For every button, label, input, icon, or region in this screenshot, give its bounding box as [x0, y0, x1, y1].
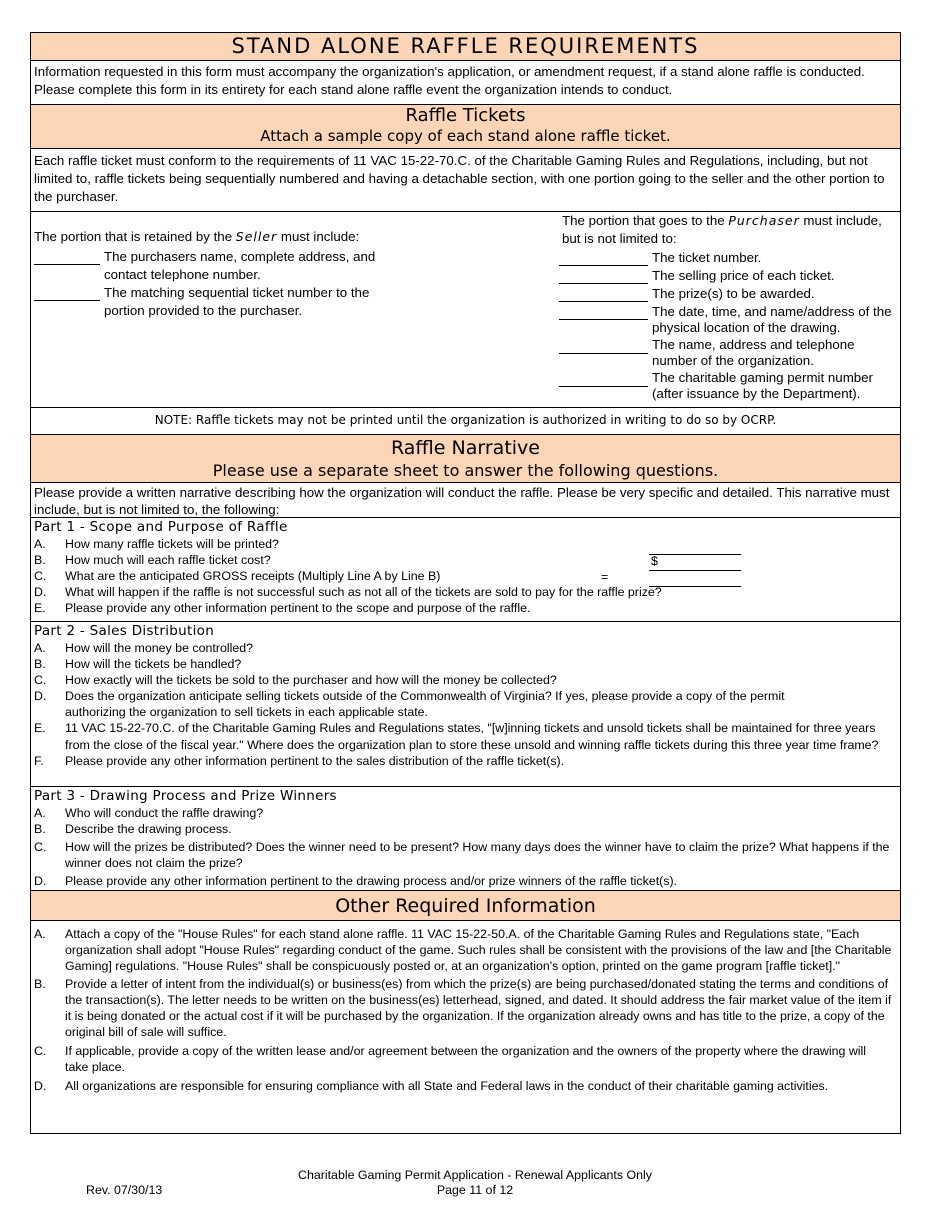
raffle-requirements-form — [30, 32, 901, 1134]
purchaser-item: The selling price of each ticket. — [652, 268, 835, 283]
list-item: E. 11 VAC 15-22-70.C. of the Charitable Gaming Rules and Regulations states, "[w]inning tickets and unsold tickets shall be maintained for three years from the close of the fiscal year." Where does the organization plan to store these unsold and winning raffle tickets during this three year time frame? — [34, 721, 879, 752]
list-item: B. How will the tickets be handled? — [34, 657, 242, 671]
list-item: A. How will the money be controlled? — [34, 641, 254, 655]
revision-date: Rev. 07/30/13 — [86, 1183, 163, 1197]
raffle-tickets-subheading: Attach a sample copy of each stand alone raffle ticket. — [260, 127, 671, 145]
tickets-printed-field[interactable] — [649, 554, 741, 555]
other-required-list — [31, 921, 900, 1133]
purchaser-item: The prize(s) to be awarded. — [652, 286, 815, 301]
equals-sign: = — [601, 570, 609, 584]
purchaser-item: The date, time, and name/address of the physical location of the drawing. — [652, 304, 892, 335]
part3-drawing-process — [31, 787, 900, 891]
part2-sales-distribution — [31, 622, 900, 787]
list-item: C. How will the prizes be distributed? Does the winner need to be present? How many days does the winner have to claim the prize? What happens if the winner does not claim the prize? — [34, 840, 890, 870]
list-item: C. How exactly will the tickets be sold to the purchaser and how will the money be collected? — [34, 673, 557, 687]
ticket-portions — [31, 212, 900, 408]
list-item: B. How much will each raffle ticket cost? — [34, 553, 271, 567]
purchaser-item: The ticket number. — [652, 250, 762, 265]
purchaser-checkline-6[interactable] — [559, 386, 648, 387]
part1-heading: Part 1 - Scope and Purpose of Raffle — [34, 519, 288, 535]
raffle-tickets-heading: Raffle Tickets — [405, 105, 526, 126]
purchaser-checkline-4[interactable] — [559, 319, 648, 320]
list-item: A. Attach a copy of the "House Rules" for each stand alone raffle. 11 VAC 15-22-50.A. of the Charitable Gaming Rules and Regulations state, "Each organization shall adopt "House Rules" regarding conduct of the game. Such rules shall be consistent with the provisions of the law and [the Charitable Gaming] regulations. "House Rules" shall be conspicuously posted or, at an organization's option, printed on the game program [raffle ticket]." — [34, 927, 892, 973]
printing-note: NOTE: Raffle tickets may not be printed until the organization is authorized in writing to do so by OCRP. — [31, 408, 900, 435]
form-title: STAND ALONE RAFFLE REQUIREMENTS — [31, 33, 900, 61]
ticket-conform-text: Each raffle ticket must conform to the requirements of 11 VAC 15-22-70.C. of the Charitable Gaming Rules and Regulations, including, but not limited to, raffle tickets being sequentially numbered and having a detachable section, with one portion going to the seller and the other portion to the purchaser. — [31, 149, 900, 212]
list-item: D. Does the organization anticipate selling tickets outside of the Commonwealth of Virginia? If yes, please provide a copy of the permit authorizing the organization to sell tickets in each applicable state. — [34, 689, 785, 719]
gross-receipts-field[interactable] — [649, 586, 741, 587]
list-item: D. Please provide any other information pertinent to the drawing process and/or prize winners of the raffle ticket(s). — [34, 874, 678, 888]
other-required-heading: Other Required Information — [31, 891, 900, 921]
list-item: B. Provide a letter of intent from the individual(s) or business(es) from which the prize(s) are being purchased/donated stating the terms and conditions of the transaction(s). The letter needs to be written on the business(es) letterhead, signed, and dated. It should address the fair market value of the item if it is being donated or the actual cost if it will be purchased by the organization. If the organization already owns and has title to the prize, a copy of the original bill of sale will suffice. — [34, 977, 892, 1039]
purchaser-checkline-2[interactable] — [559, 283, 648, 284]
list-item: D. All organizations are responsible for ensuring compliance with all State and Federal laws in the conduct of their charitable gaming activities. — [34, 1079, 829, 1093]
purchaser-item: The charitable gaming permit number (after issuance by the Department). — [652, 370, 873, 401]
ticket-cost-field[interactable] — [649, 570, 741, 571]
raffle-narrative-heading: Raffle Narrative — [391, 437, 540, 459]
part2-heading: Part 2 - Sales Distribution — [34, 623, 215, 639]
purchaser-checkline-3[interactable] — [559, 301, 648, 302]
list-item: B. Describe the drawing process. — [34, 822, 232, 836]
list-item: F. Please provide any other information pertinent to the sales distribution of the raffle ticket(s). — [34, 754, 565, 768]
purchaser-portion-heading: The portion that goes to the Purchaser must include, but is not limited to: — [562, 213, 882, 246]
list-item: E. Please provide any other information pertinent to the scope and purpose of the raffle. — [34, 601, 531, 615]
page-number: Page 11 of 12 — [436, 1183, 514, 1197]
list-item: C. What are the anticipated GROSS receipts (Multiply Line A by Line B) — [34, 569, 441, 583]
raffle-tickets-header — [31, 105, 900, 149]
seller-portion-heading: The portion that is retained by the Seller must include: — [34, 229, 360, 244]
list-item: D. What will happen if the raffle is not successful such as not all of the tickets are sold to pay for the raffle prize? — [34, 585, 662, 599]
seller-item: The matching sequential ticket number to the portion provided to the purchaser. — [104, 285, 370, 318]
purchaser-checkline-5[interactable] — [559, 353, 648, 354]
seller-checkline-2[interactable] — [34, 300, 100, 301]
seller-checkline-1[interactable] — [34, 264, 100, 265]
narrative-intro: Please provide a written narrative describing how the organization will conduct the raffle. Please be very specific and detailed. This narrative must include, but is not limited to, the following: — [31, 483, 900, 518]
dollar-sign: $ — [651, 554, 658, 568]
footer-title: Charitable Gaming Permit Application - Renewal Applicants Only — [298, 1168, 652, 1182]
intro-text: Information requested in this form must accompany the organization's application, or amendment request, if a stand alone raffle is conducted. Please complete this form in its entirety for each stand alone raffle event the organization intends to conduct. — [31, 61, 900, 105]
purchaser-item: The name, address and telephone number of the organization. — [652, 337, 855, 368]
purchaser-checkline-1[interactable] — [559, 265, 648, 266]
list-item: C. If applicable, provide a copy of the written lease and/or agreement between the organization and the owners of the property where the drawing will take place. — [34, 1044, 867, 1074]
part3-heading: Part 3 - Drawing Process and Prize Winners — [34, 788, 337, 804]
raffle-narrative-header — [31, 435, 900, 483]
list-item: A. Who will conduct the raffle drawing? — [34, 806, 264, 820]
part1-scope-purpose — [31, 518, 900, 622]
list-item: A. How many raffle tickets will be printed? — [34, 537, 279, 551]
seller-item: The purchasers name, complete address, and contact telephone number. — [104, 249, 376, 282]
raffle-narrative-subheading: Please use a separate sheet to answer the following questions. — [212, 461, 719, 480]
